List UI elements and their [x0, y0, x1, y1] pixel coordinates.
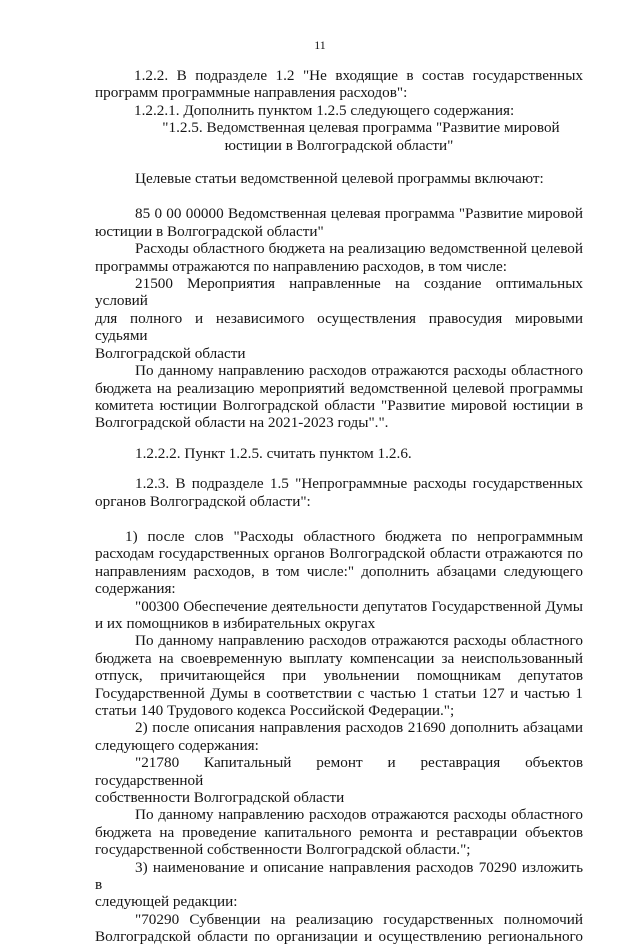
text-line: Волгоградской области по организации и осуществлению регионального: [95, 928, 583, 946]
text-line: "00300 Обеспечение деятельности депутатов Государственной Думы: [135, 597, 583, 615]
paragraph-21500: [95, 275, 583, 362]
text-line: Волгоградской области: [95, 344, 246, 362]
text-line: расходам государственных органов Волгоградской области отражаются по: [95, 545, 583, 563]
text-line: бюджета на реализацию мероприятий ведомственной целевой программы: [95, 379, 583, 397]
text-line: отпуск, причитающейся при увольнении помощникам депутатов: [95, 667, 583, 685]
text-line: 1.2.2. В подразделе 1.2 "Не входящие в состав государственных: [134, 67, 583, 84]
text-line: направлениям расходов, в том числе:" дополнить абзацами следующего: [95, 562, 583, 580]
text-line: Волгоградской области на 2021-2023 годы".".: [95, 414, 389, 432]
text-line: и их помощников в избирательных округах: [95, 614, 376, 632]
text-line: бюджета на проведение капитального ремонта и реставрации объектов: [95, 823, 583, 841]
text-line: государственной собственности Волгоградской области.";: [95, 841, 471, 859]
text-line: содержания:: [95, 580, 176, 598]
paragraph-00300-description: [95, 632, 583, 719]
text-line: 1.2.2.1. Дополнить пунктом 1.2.5 следующего содержания:: [134, 101, 515, 119]
text-line: Целевые статьи ведомственной целевой программы включают:: [135, 170, 544, 188]
text-line: бюджета на своевременную выплату компенсации за неиспользованный: [95, 649, 583, 667]
document-body: [95, 67, 583, 946]
text-line: По данному направлению расходов отражаются расходы областного: [135, 806, 583, 824]
paragraph-1-2-2: [95, 67, 583, 102]
text-line: Государственной Думы в соответствии с частью 1 статьи 127 и частью 1: [95, 684, 583, 702]
text-line: 21500 Мероприятия направленные на создание оптимальных условий: [95, 275, 583, 310]
text-line: следующего содержания:: [95, 736, 259, 754]
text-line: юстиции в Волгоградской области": [224, 136, 454, 154]
paragraph-target-articles: [95, 170, 583, 187]
paragraph-85-0-00: [95, 205, 583, 240]
text-line: следующей редакции:: [95, 893, 238, 911]
text-line: 2) после описания направления расходов 21690 дополнить абзацами: [135, 719, 583, 737]
text-line: "1.2.5. Ведомственная целевая программа "Развитие мировой: [162, 119, 560, 137]
paragraph-1-2-2-2: [95, 445, 583, 462]
paragraph-1-2-2-1: [95, 102, 583, 119]
text-line: 85 0 00 00000 Ведомственная целевая программа "Развитие мировой: [135, 205, 583, 223]
paragraph-item-3: [95, 859, 583, 911]
text-line: 1) после слов "Расходы областного бюджета по непрограммным: [125, 527, 583, 545]
paragraph-70290: [95, 911, 583, 946]
paragraph-item-1: [95, 528, 583, 598]
text-line: 1.2.3. В подразделе 1.5 "Непрограммные расходы государственных: [135, 475, 583, 493]
text-line: программы отражаются по направлению расходов, в том числе:: [95, 257, 508, 275]
text-line: программ программные направления расходов":: [95, 84, 408, 102]
text-line: собственности Волгоградской области: [95, 789, 345, 807]
text-line: 1.2.2.2. Пункт 1.2.5. считать пунктом 1.2.6.: [135, 444, 412, 462]
text-line: "21780 Капитальный ремонт и реставрация объектов государственной: [95, 754, 583, 789]
text-line: Расходы областного бюджета на реализацию ведомственной целевой: [135, 240, 583, 258]
paragraph-1-2-3: [95, 475, 583, 510]
paragraph-00300: [95, 598, 583, 633]
page-number: 11: [314, 38, 326, 52]
text-line: По данному направлению расходов отражаются расходы областного: [135, 632, 583, 650]
paragraph-expenses-direction: [95, 240, 583, 275]
text-line: "70290 Субвенции на реализацию государственных полномочий: [135, 910, 583, 928]
text-line: статьи 140 Трудового кодекса Российской Федерации.";: [95, 702, 455, 719]
text-line: для полного и независимого осуществления правосудия мировыми судьями: [95, 309, 583, 345]
paragraph-21500-description: [95, 362, 583, 432]
text-line: юстиции в Волгоградской области": [95, 222, 324, 240]
paragraph-quoted-1-2-5: [95, 119, 583, 154]
text-line: комитета юстиции Волгоградской области "Развитие мировой юстиции в: [95, 396, 583, 414]
paragraph-21780: [95, 754, 583, 806]
text-line: 3) наименование и описание направления расходов 70290 изложить в: [95, 858, 583, 894]
paragraph-21780-description: [95, 806, 583, 858]
text-line: органов Волгоградской области":: [95, 492, 311, 510]
paragraph-item-2: [95, 719, 583, 754]
text-line: По данному направлению расходов отражаются расходы областного: [135, 362, 583, 380]
